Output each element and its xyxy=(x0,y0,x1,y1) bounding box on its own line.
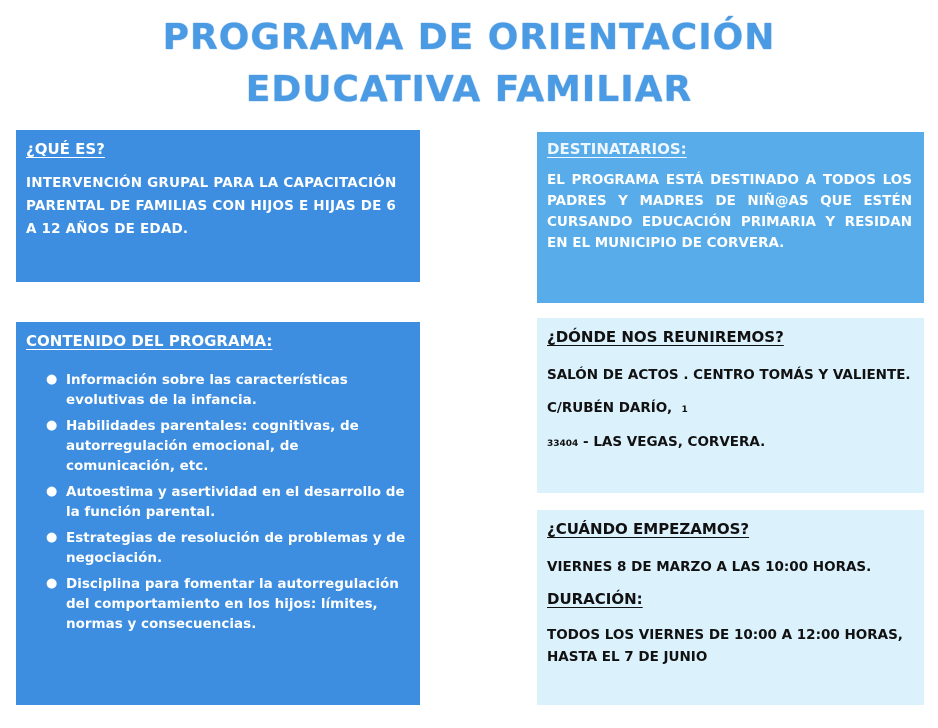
list-item-text: Disciplina para fomentar la autorregulación del comportamiento en los hijos: límites, normas y consecuencias. xyxy=(66,576,399,632)
bullet-icon: ● xyxy=(46,418,58,433)
donde-street: C/RUBÉN DARÍO, xyxy=(547,400,673,416)
contenido-box xyxy=(16,322,420,705)
donde-street-line xyxy=(547,400,912,416)
list-item xyxy=(46,370,406,410)
donde-postal-code: 33404 xyxy=(547,439,579,449)
page-title-line-1: PROGRAMA DE ORIENTACIÓN xyxy=(162,17,776,58)
destinatarios-box xyxy=(537,132,924,303)
list-item xyxy=(46,528,406,568)
donde-city-line xyxy=(547,434,912,450)
donde-heading: ¿DÓNDE NOS REUNIREMOS? xyxy=(547,328,784,346)
list-item xyxy=(46,416,406,476)
cuando-start: VIERNES 8 DE MARZO A LAS 10:00 HORAS. xyxy=(547,559,872,575)
donde-box xyxy=(537,318,924,493)
donde-place: SALÓN DE ACTOS . CENTRO TOMÁS Y VALIENTE. xyxy=(547,367,911,383)
que-es-box xyxy=(16,130,420,282)
list-item-text: Autoestima y asertividad en el desarrollo de la función parental. xyxy=(66,484,405,520)
donde-city: - LAS VEGAS, CORVERA. xyxy=(583,434,766,450)
list-item-text: Habilidades parentales: cognitivas, de autorregulación emocional, de comunicación, etc. xyxy=(66,418,359,474)
bullet-icon: ● xyxy=(46,484,58,499)
list-item-text: Información sobre las características evolutivas de la infancia. xyxy=(66,372,348,408)
donde-street-number: 1 xyxy=(681,405,688,415)
bullet-icon: ● xyxy=(46,576,58,591)
que-es-heading: ¿QUÉ ES? xyxy=(26,140,105,158)
cuando-heading: ¿CUÁNDO EMPEZAMOS? xyxy=(547,520,750,538)
list-item xyxy=(46,482,406,522)
contenido-list xyxy=(26,370,406,634)
contenido-heading: CONTENIDO DEL PROGRAMA: xyxy=(26,332,273,350)
cuando-box xyxy=(537,510,924,705)
destinatarios-heading: DESTINATARIOS: xyxy=(547,140,687,158)
bullet-icon: ● xyxy=(46,530,58,545)
destinatarios-text: EL PROGRAMA ESTÁ DESTINADO A TODOS LOS PADRES Y MADRES DE NIÑ@AS QUE ESTÉN CURSANDO EDUCACIÓN PRIMARIA Y RESIDAN EN EL MUNICIPIO DE CORVERA. xyxy=(547,172,912,251)
que-es-text: INTERVENCIÓN GRUPAL PARA LA CAPACITACIÓN PARENTAL DE FAMILIAS CON HIJOS E HIJAS DE 6 A 12 AÑOS DE EDAD. xyxy=(26,175,397,237)
list-item-text: Estrategias de resolución de problemas y de negociación. xyxy=(66,530,406,566)
page-title-line-2: EDUCATIVA FAMILIAR xyxy=(245,69,693,110)
bullet-icon: ● xyxy=(46,372,58,387)
duracion-text: TODOS LOS VIERNES DE 10:00 A 12:00 HORAS, HASTA EL 7 DE JUNIO xyxy=(547,627,903,665)
list-item xyxy=(46,574,406,634)
duracion-heading: DURACIÓN: xyxy=(547,590,643,608)
